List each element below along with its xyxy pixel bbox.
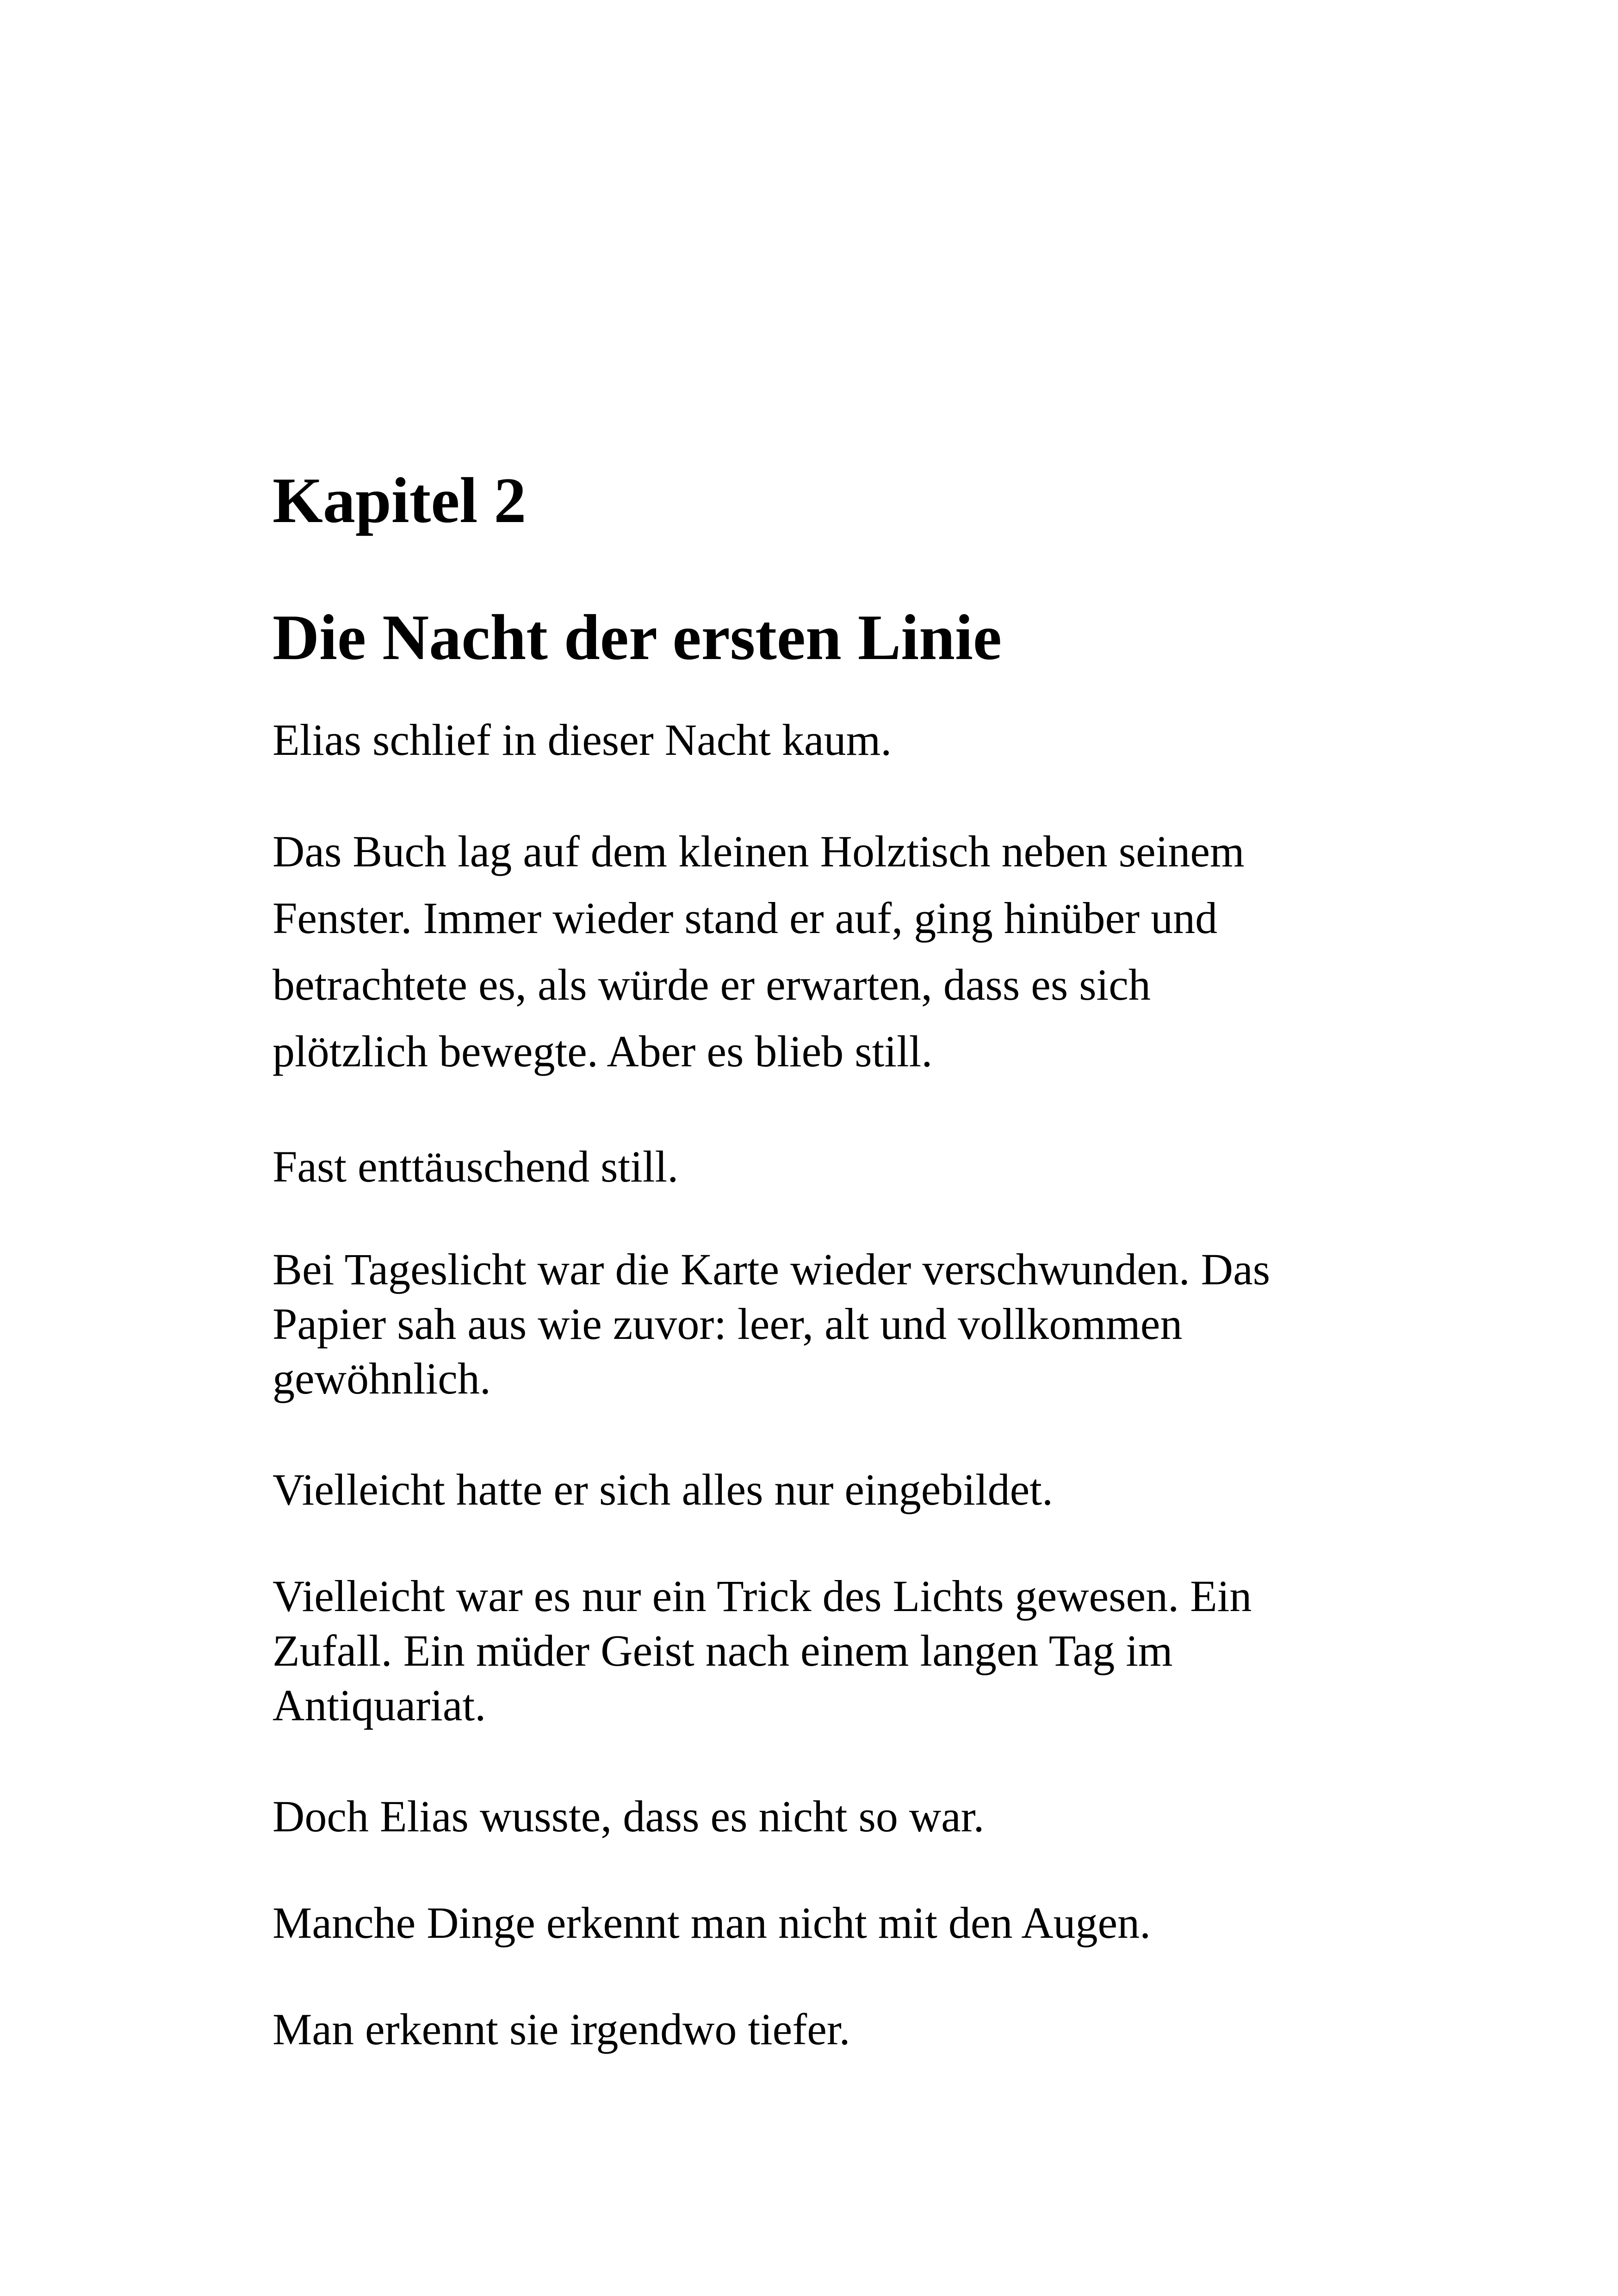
paragraph-3 bbox=[273, 1139, 1374, 1194]
paragraph-line: gewöhnlich. bbox=[273, 1354, 491, 1403]
paragraph-line: Antiquariat. bbox=[273, 1680, 486, 1730]
paragraph-line: Vielleicht war es nur ein Trick des Lichts gewesen. Ein bbox=[273, 1571, 1252, 1621]
chapter-number: Kapitel 2 bbox=[273, 465, 527, 536]
paragraph-9 bbox=[273, 2002, 1374, 2057]
paragraph-line: Man erkennt sie irgendwo tiefer. bbox=[273, 2004, 850, 2054]
paragraph-8 bbox=[273, 1896, 1374, 1950]
paragraph-2 bbox=[273, 818, 1374, 1085]
paragraph-6 bbox=[273, 1569, 1374, 1733]
paragraph-line: Das Buch lag auf dem kleinen Holztisch neben seinem bbox=[273, 827, 1245, 876]
paragraph-5 bbox=[273, 1462, 1374, 1517]
paragraph-line: Bei Tageslicht war die Karte wieder verschwunden. Das bbox=[273, 1244, 1271, 1294]
paragraph-7 bbox=[273, 1789, 1374, 1844]
paragraph-line: Vielleicht hatte er sich alles nur eingebildet. bbox=[273, 1465, 1053, 1514]
chapter-title: Die Nacht der ersten Linie bbox=[273, 602, 1002, 673]
paragraph-line: plötzlich bewegte. Aber es blieb still. bbox=[273, 1027, 933, 1076]
paragraph-line: Zufall. Ein müder Geist nach einem langen Tag im bbox=[273, 1626, 1173, 1675]
paragraph-line: betrachtete es, als würde er erwarten, dass es sich bbox=[273, 960, 1151, 1009]
paragraph-line: Fast enttäuschend still. bbox=[273, 1142, 679, 1191]
paragraph-1 bbox=[273, 713, 1374, 767]
paragraph-line: Elias schlief in dieser Nacht kaum. bbox=[273, 715, 892, 765]
paragraph-line: Manche Dinge erkennt man nicht mit den Augen. bbox=[273, 1898, 1151, 1948]
paragraph-line: Papier sah aus wie zuvor: leer, alt und vollkommen bbox=[273, 1299, 1183, 1349]
paragraph-4 bbox=[273, 1242, 1374, 1406]
paragraph-line: Doch Elias wusste, dass es nicht so war. bbox=[273, 1792, 985, 1841]
paragraph-line: Fenster. Immer wieder stand er auf, ging hinüber und bbox=[273, 893, 1218, 943]
